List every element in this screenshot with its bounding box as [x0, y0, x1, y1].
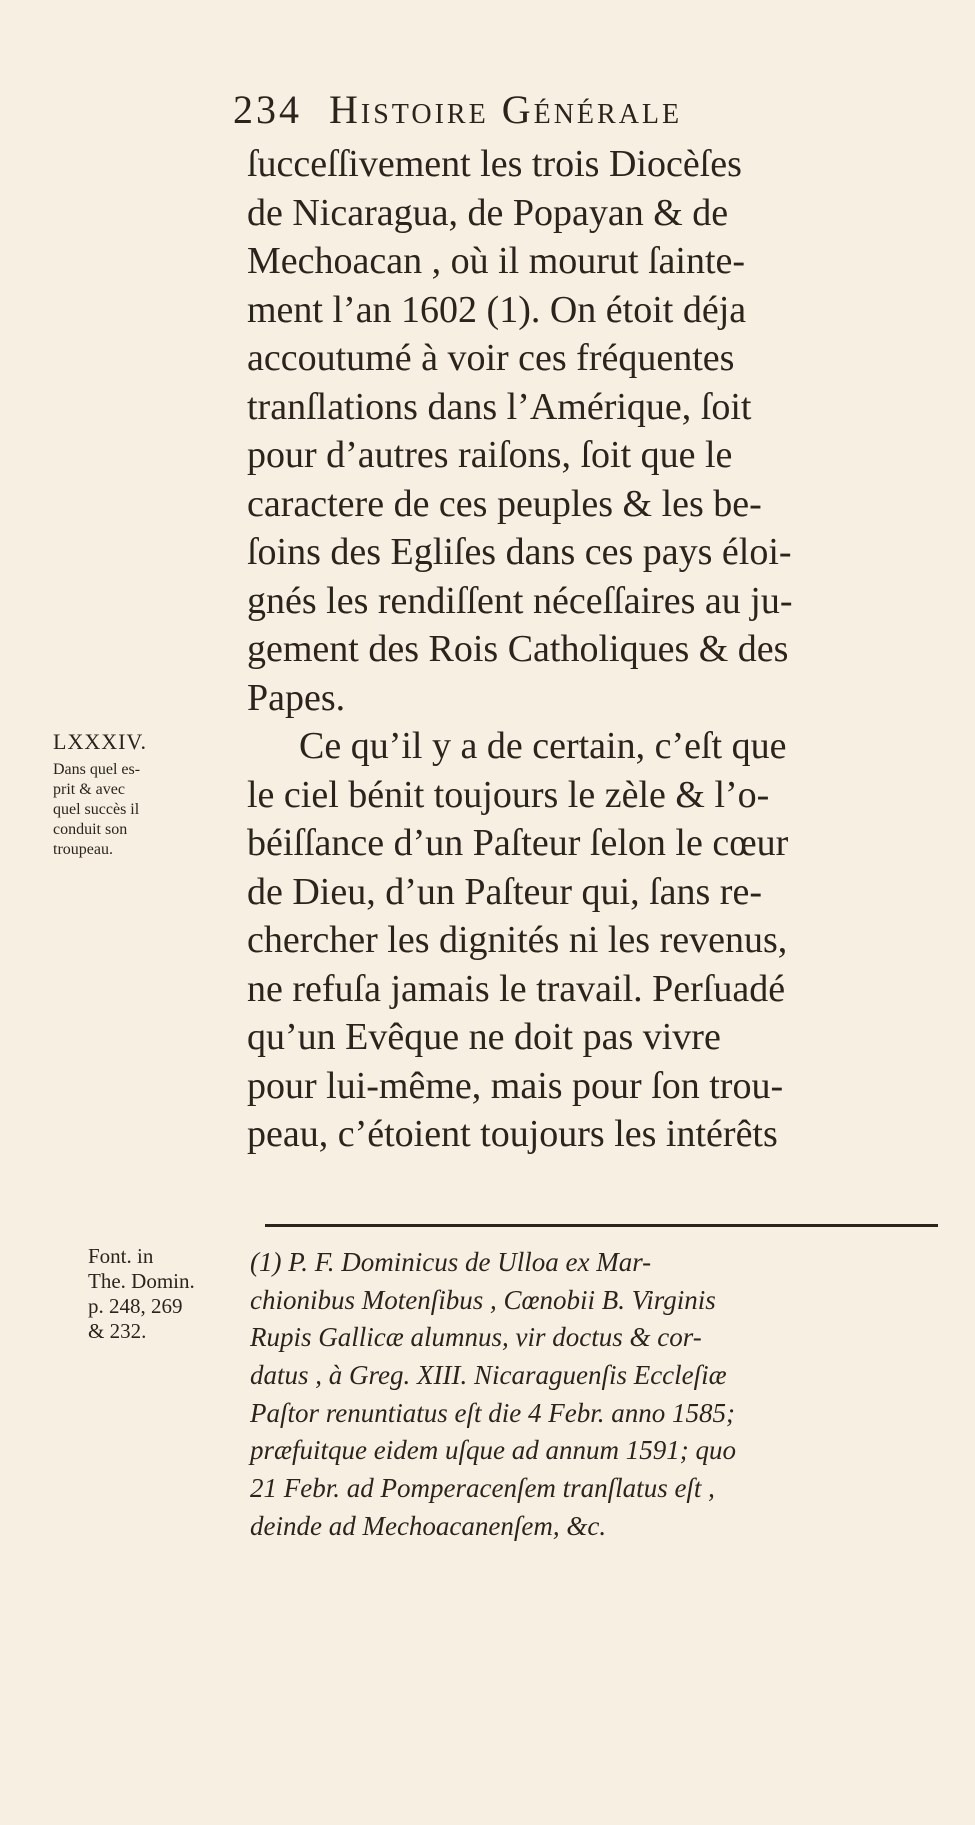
text-line: chercher les dignités ni les revenus,	[247, 919, 788, 961]
running-header	[233, 86, 682, 134]
margin-summary-line: Dans quel es-	[53, 761, 141, 778]
text-line: qu’un Evêque ne doit pas vivre	[247, 1016, 721, 1058]
text-line: ſucceſſivement les trois Diocèſes	[247, 143, 742, 185]
text-line: Mechoacan , où il mourut ſainte-	[247, 240, 746, 282]
footnote-line: datus , à Greg. XIII. Nicaraguenſis Eccleſiæ	[250, 1360, 727, 1391]
text-line: gnés les rendiſſent néceſſaires au ju-	[247, 579, 793, 622]
text-line: accoutumé à voir ces fréquentes	[247, 337, 735, 379]
source-line: The. Domin.	[88, 1269, 195, 1293]
footnote	[250, 1244, 736, 1546]
main-text	[247, 140, 947, 1159]
margin-summary-line: prit & avec	[53, 781, 125, 798]
footnote-line: præfuitque eidem uſque ad annum 1591; quo	[250, 1435, 736, 1466]
text-line: peau, c’étoient toujours les intérêts	[247, 1113, 778, 1155]
text-line: gement des Rois Catholiques & des	[247, 628, 789, 670]
margin-summary-line: troupeau.	[53, 841, 113, 858]
footnote-line: Rupis Gallicæ alumnus, vir doctus & cor-	[250, 1322, 702, 1353]
margin-summary-line: quel succès il	[53, 801, 140, 818]
section-number: LXXXIV.	[53, 729, 147, 754]
footnote-rule	[265, 1224, 938, 1227]
source-line: Font. in	[88, 1244, 154, 1268]
margin-summary	[53, 760, 140, 860]
source-line: p. 248, 269	[88, 1294, 183, 1318]
text-line: pour d’autres raiſons, ſoit que le	[247, 434, 733, 476]
text-line: de Nicaragua, de Popayan & de	[247, 191, 729, 234]
running-title: Histoire Générale	[329, 87, 683, 132]
footnote-line: (1) P. F. Dominicus de Ulloa ex Mar-	[250, 1247, 652, 1277]
text-line: de Dieu, d’un Paſteur qui, ſans re-	[247, 870, 762, 913]
text-line: ment l’an 1602 (1). On étoit déja	[247, 288, 747, 331]
text-line: Papes.	[247, 676, 346, 719]
text-line: caractere de ces peuples & les be-	[247, 482, 762, 525]
text-line: béiſſance d’un Paſteur ſelon le cœur	[247, 822, 789, 864]
footnote-line: deinde ad Mechoacanenſem, &c.	[250, 1510, 607, 1541]
text-line: pour lui-même, mais pour ſon trou-	[247, 1064, 784, 1107]
source-line: & 232.	[88, 1319, 147, 1343]
text-line: tranſlations dans l’Amérique, ſoit	[247, 385, 752, 428]
footnote-line: chionibus Motenſibus , Cœnobii B. Virginis	[250, 1284, 716, 1315]
source-reference	[88, 1244, 195, 1344]
text-line: ſoins des Egliſes dans ces pays éloi-	[247, 531, 792, 573]
text-line-paragraph-start: Ce qu’il y a de certain, c’eſt que	[299, 725, 787, 767]
footnote-line: Paſtor renuntiatus eſt die 4 Febr. anno 1585;	[250, 1397, 735, 1428]
page-number: 234	[233, 87, 302, 132]
footnote-line: 21 Febr. ad Pomperacenſem tranſlatus eſt ,	[250, 1473, 715, 1504]
text-line: ne refuſa jamais le travail. Perſuadé	[247, 967, 786, 1010]
text-line: le ciel bénit toujours le zèle & l’o-	[247, 773, 770, 816]
margin-summary-line: conduit son	[53, 821, 128, 838]
